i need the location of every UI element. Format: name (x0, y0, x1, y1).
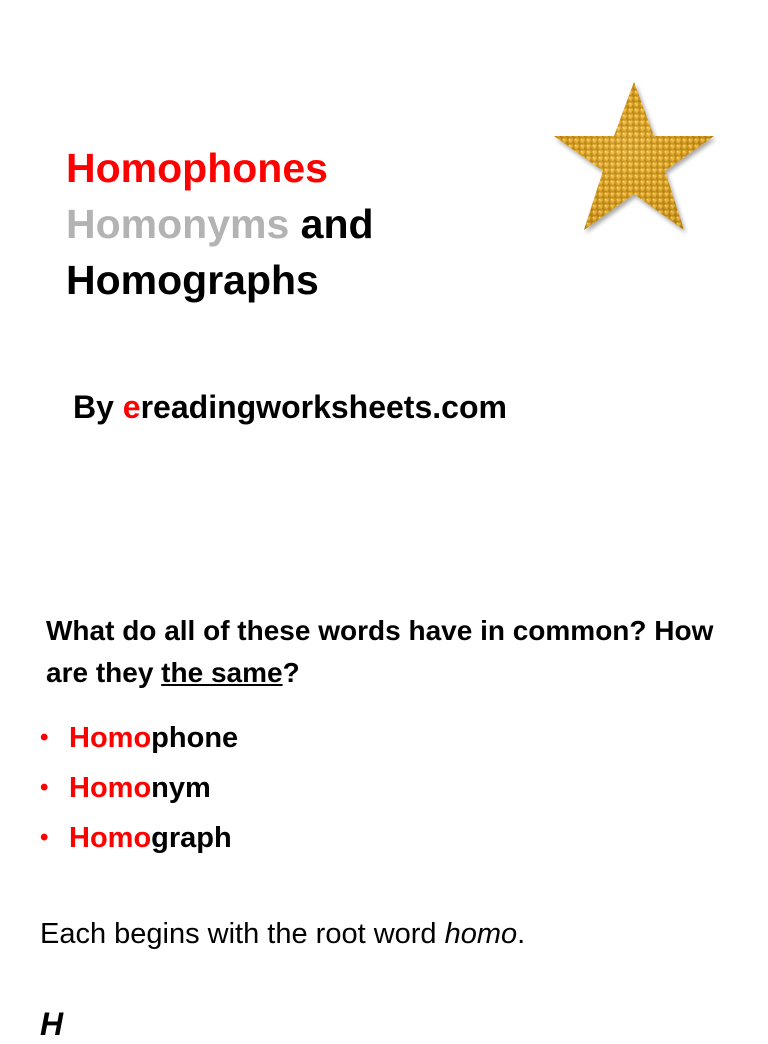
title-homographs: Homographs (66, 257, 319, 303)
byline (73, 385, 507, 429)
byline-site: readingworksheets.com (140, 389, 507, 425)
word-prefix: Homo (69, 822, 152, 854)
bullet-icon: • (40, 824, 49, 851)
word-prefix: Homo (69, 722, 152, 754)
bullet-list (40, 713, 238, 863)
content-slide (0, 600, 768, 1042)
explanation-main: Each begins with the root word (40, 918, 445, 950)
word-suffix: graph (151, 822, 232, 854)
title-slide (0, 0, 768, 500)
word-suffix: phone (151, 722, 239, 754)
question-underlined: the same (161, 657, 283, 688)
word-suffix: nym (151, 772, 211, 804)
list-item (40, 763, 238, 813)
word-prefix: Homo (69, 772, 152, 804)
question-part-2: ? (282, 657, 300, 688)
title-homonyms: Homonyms (66, 201, 290, 247)
explanation-italic: homo (444, 918, 518, 950)
bullet-icon: • (40, 724, 49, 751)
question-part-1: What do all of these words have in common? How are they (46, 615, 714, 688)
explanation-end: . (517, 918, 526, 950)
title-line-2 (66, 196, 374, 252)
star-icon (550, 78, 718, 236)
title-line-1 (66, 140, 374, 196)
list-item (40, 713, 238, 763)
byline-by: By (73, 389, 123, 425)
title-and: and (289, 201, 374, 247)
question-text (46, 610, 736, 694)
title-homophones: Homophones (66, 145, 328, 191)
title-line-3 (66, 252, 374, 308)
explanation-text (40, 913, 525, 955)
byline-e: e (122, 389, 141, 425)
list-item (40, 813, 238, 863)
slide-title (66, 140, 374, 308)
bullet-icon: • (40, 774, 49, 801)
cutoff-heading: H (40, 1006, 64, 1042)
